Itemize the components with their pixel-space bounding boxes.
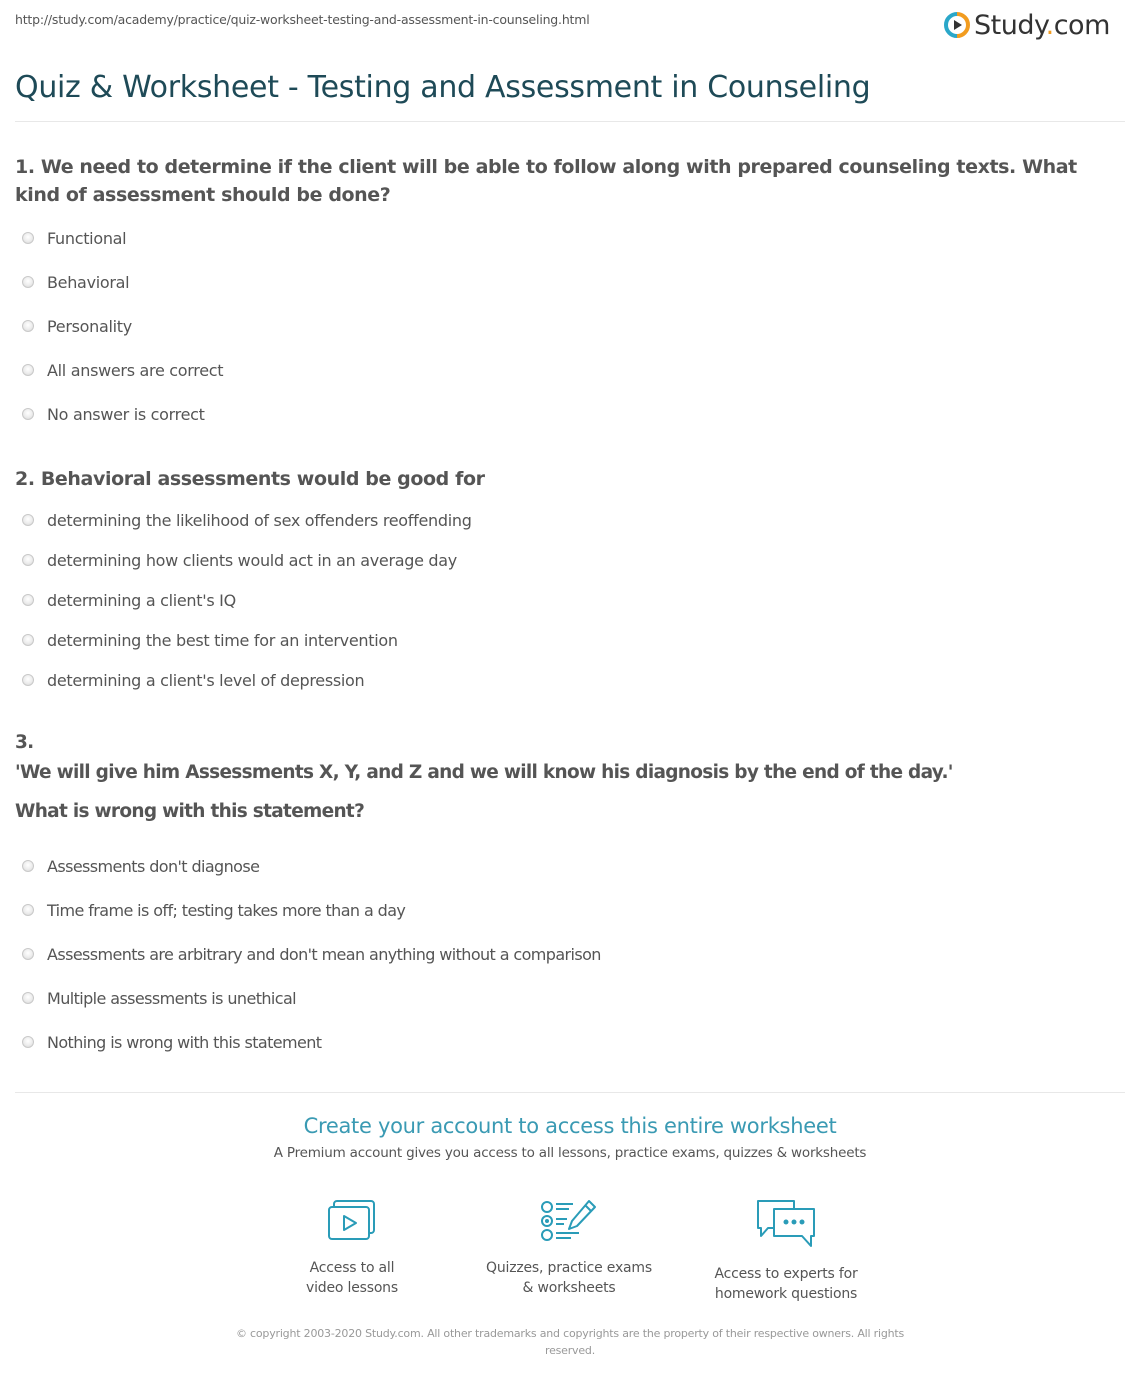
radio-button[interactable] (22, 276, 34, 288)
study-com-logo[interactable] (944, 8, 1110, 42)
logo-text: Study.com (974, 9, 1110, 41)
quiz-checklist-icon (539, 1198, 599, 1244)
question-2: 2. Behavioral assessments would be good for (15, 468, 485, 490)
feature-label-line2: homework questions (714, 1286, 858, 1302)
feature-experts (686, 1198, 886, 1304)
radio-button[interactable] (22, 674, 34, 686)
q2-option-1[interactable]: determining the likelihood of sex offenders reoffending (22, 508, 472, 532)
q2-option-4[interactable]: determining the best time for an intervention (22, 628, 398, 652)
radio-button[interactable] (22, 320, 34, 332)
q2-option-3[interactable]: determining a client's IQ (22, 588, 236, 612)
feature-quizzes (469, 1198, 669, 1298)
play-circle-logo-icon (944, 12, 970, 38)
feature-label-line1: Access to all (309, 1260, 395, 1276)
radio-button[interactable] (22, 554, 34, 566)
radio-button[interactable] (22, 408, 34, 420)
q1-option-2[interactable]: Behavioral (22, 270, 129, 294)
cta-subtitle: A Premium account gives you access to all lessons, practice exams, quizzes & worksheets (273, 1145, 867, 1161)
create-account-link[interactable]: Create your account to access this entire worksheet (303, 1114, 837, 1138)
q2-option-5[interactable]: determining a client's level of depression (22, 668, 364, 692)
page-url: http://study.com/academy/practice/quiz-worksheet-testing-and-assessment-in-counseling.html (15, 12, 590, 27)
feature-label-line1: Quizzes, practice exams (486, 1260, 652, 1276)
radio-button[interactable] (22, 992, 34, 1004)
radio-button[interactable] (22, 634, 34, 646)
q2-option-2[interactable]: determining how clients would act in an average day (22, 548, 457, 572)
radio-button[interactable] (22, 1036, 34, 1048)
q3-option-4[interactable]: Multiple assessments is unethical (22, 986, 296, 1010)
radio-button[interactable] (22, 232, 34, 244)
q3-option-5[interactable]: Nothing is wrong with this statement (22, 1030, 321, 1054)
radio-button[interactable] (22, 514, 34, 526)
q3-option-1[interactable]: Assessments don't diagnose (22, 854, 259, 878)
feature-label-line2: video lessons (306, 1280, 398, 1296)
q1-option-1[interactable]: Functional (22, 226, 126, 250)
chat-bubbles-icon (754, 1198, 818, 1250)
video-lessons-icon (326, 1198, 378, 1244)
copyright-notice: © copyright 2003-2020 Study.com. All other trademarks and copyrights are the property of their respective owners. All rights reserved. (235, 1327, 905, 1357)
cta-divider (15, 1092, 1125, 1093)
feature-label-line1: Access to experts for (714, 1266, 858, 1282)
feature-video-lessons (252, 1198, 452, 1298)
radio-button[interactable] (22, 904, 34, 916)
q1-option-3[interactable]: Personality (22, 314, 132, 338)
title-divider (15, 121, 1125, 122)
q1-option-4[interactable]: All answers are correct (22, 358, 223, 382)
radio-button[interactable] (22, 364, 34, 376)
radio-button[interactable] (22, 948, 34, 960)
page-title: Quiz & Worksheet - Testing and Assessment in Counseling (15, 70, 871, 105)
radio-button[interactable] (22, 594, 34, 606)
feature-label-line2: & worksheets (522, 1280, 616, 1296)
q3-option-3[interactable]: Assessments are arbitrary and don't mean anything without a comparison (22, 942, 601, 966)
question-3-prompt: What is wrong with this statement? (15, 801, 365, 822)
q3-option-2[interactable]: Time frame is off; testing takes more than a day (22, 898, 405, 922)
question-3-number: 3. (15, 732, 34, 753)
question-1: 1. We need to determine if the client will be able to follow along with prepared counseling texts. What kind of assessment should be done? (15, 156, 1077, 206)
q1-option-5[interactable]: No answer is correct (22, 402, 205, 426)
radio-button[interactable] (22, 860, 34, 872)
question-3-quote: 'We will give him Assessments X, Y, and Z and we will know his diagnosis by the end of the day.' (15, 762, 953, 783)
